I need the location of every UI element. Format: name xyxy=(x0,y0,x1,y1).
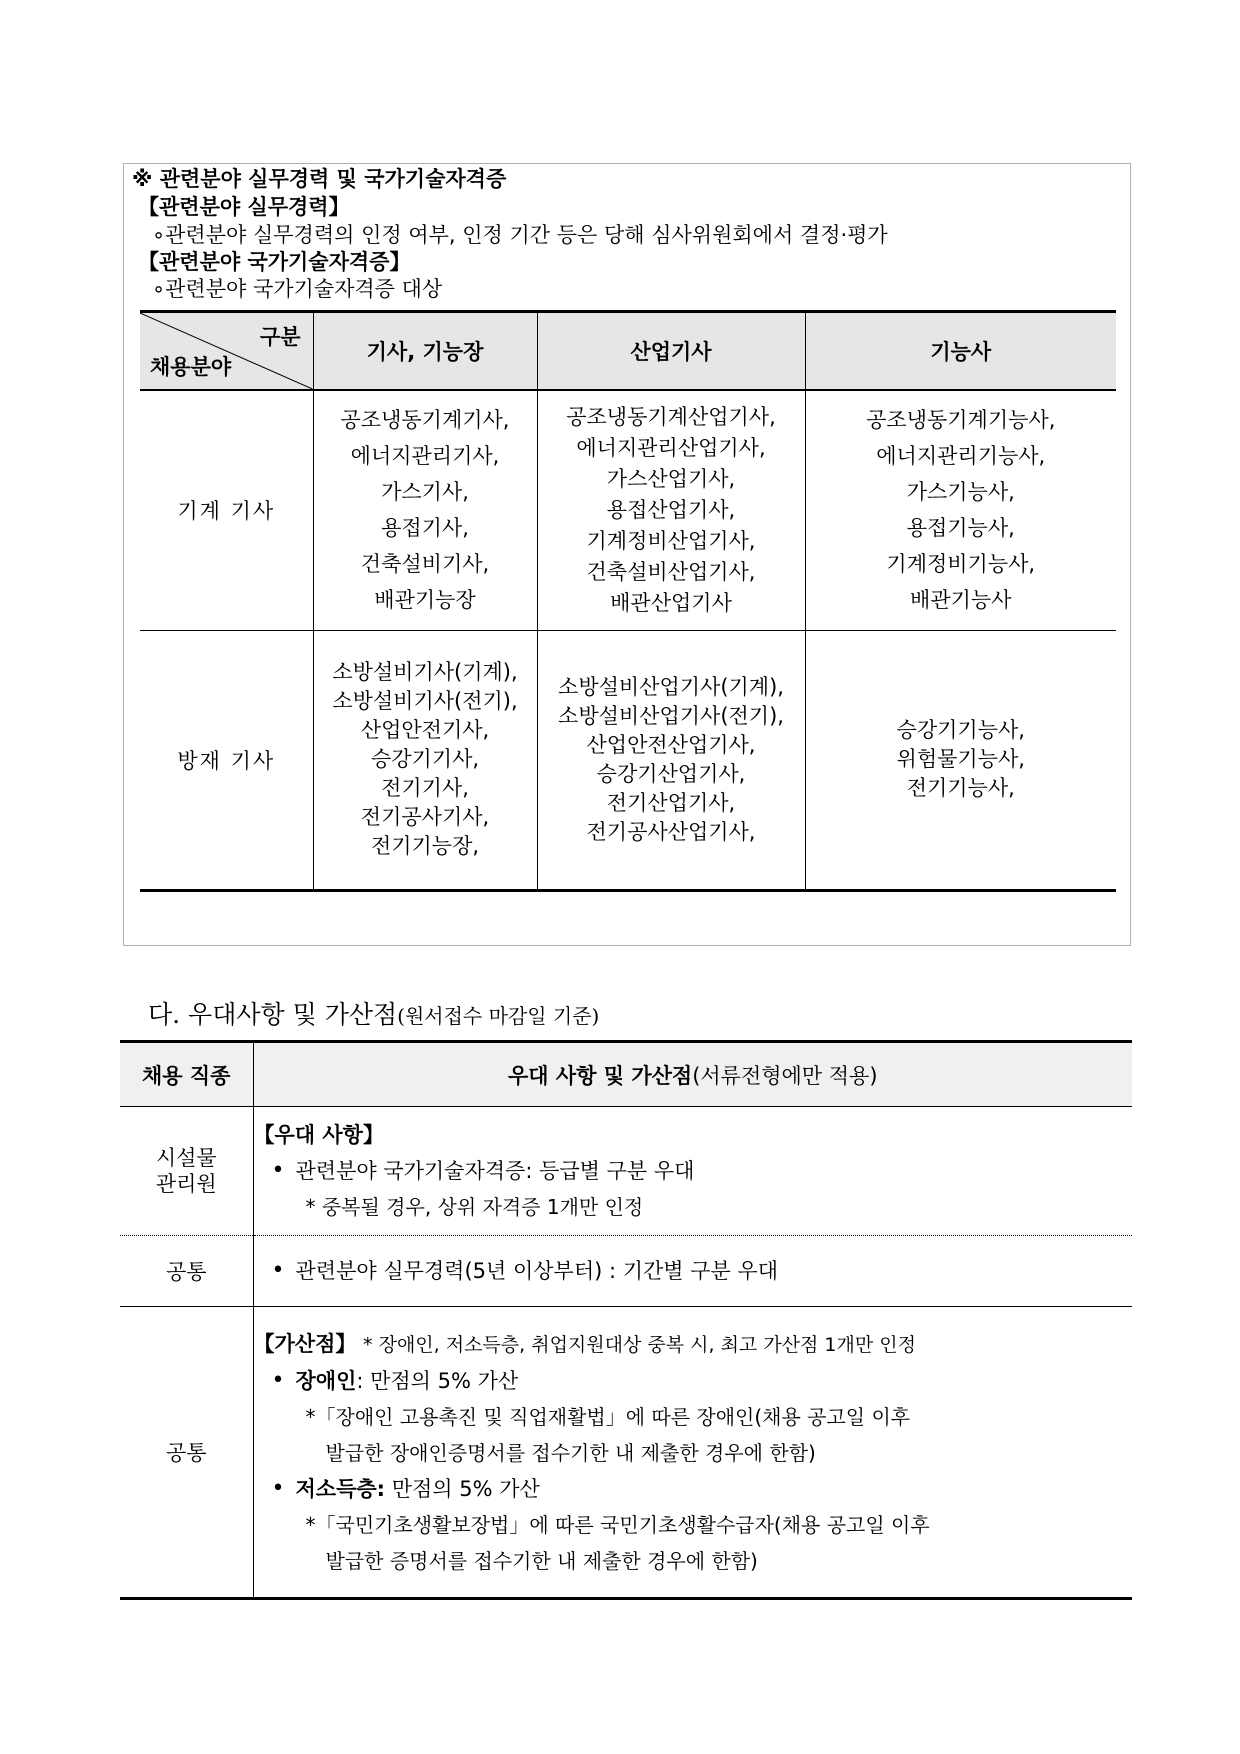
corner-header xyxy=(140,312,313,391)
table-row xyxy=(120,1307,1132,1599)
bonus-item-note: *「장애인 고용촉진 및 직업재활법」에 따른 장애인(채용 공고일 이후 xyxy=(305,1404,911,1429)
corner-top-label: 구분 xyxy=(259,325,301,349)
license-table-header xyxy=(140,312,1116,391)
preference-table xyxy=(120,1040,1132,1600)
related-field-note-box xyxy=(123,163,1131,946)
license-item: ∘관련분야 국가기술자격증 대상 xyxy=(152,277,443,301)
license-name: 가스기능사, xyxy=(906,480,1015,505)
field-label: 기계 기사 xyxy=(140,390,313,630)
license-name: 전기기능사, xyxy=(906,776,1015,800)
license-name: 전기산업기사, xyxy=(606,790,736,815)
preference-heading: 【우대 사항】 xyxy=(253,1123,384,1147)
license-name: 에너지관리기사, xyxy=(350,444,500,469)
bonus-item-label: 저소득층: xyxy=(295,1476,386,1501)
content-header-main: 우대 사항 및 가산점 xyxy=(507,1063,693,1088)
license-cell xyxy=(537,630,805,890)
content-header xyxy=(253,1042,1132,1107)
license-cell xyxy=(313,390,537,630)
license-name: 소방설비기사(기계), xyxy=(332,660,518,684)
table-row xyxy=(120,1236,1132,1307)
bonus-heading-note: * 장애인, 저소득층, 취업지원대상 중복 시, 최고 가산점 1개만 인정 xyxy=(363,1333,916,1356)
license-name: 에너지관리기능사, xyxy=(876,444,1046,469)
license-name: 가스산업기사, xyxy=(606,466,736,491)
section-title xyxy=(148,995,599,1031)
table-row xyxy=(120,1107,1132,1236)
job-label-line: 시설물 xyxy=(155,1146,217,1170)
job-label-line: 관리원 xyxy=(155,1172,217,1196)
experience-heading: 【관련분야 실무경력】 xyxy=(138,195,350,219)
job-label: 공통 xyxy=(120,1236,253,1307)
license-cell xyxy=(805,390,1116,630)
preference-content xyxy=(253,1107,1132,1236)
license-name: 소방설비산업기사(기계), xyxy=(558,674,784,699)
license-name: 기계정비산업기사, xyxy=(586,528,756,553)
license-name: 공조냉동기계기사, xyxy=(340,408,510,433)
preference-bullet: • 관련분야 실무경력(5년 이상부터) : 기간별 구분 우대 xyxy=(254,1253,1133,1289)
table-row xyxy=(140,630,1116,890)
license-cell xyxy=(537,390,805,630)
license-name: 공조냉동기계기능사, xyxy=(866,408,1056,433)
license-name: 위험물기능사, xyxy=(896,747,1025,771)
experience-item: ∘관련분야 실무경력의 인정 여부, 인정 기간 등은 당해 심사위원회에서 결정·평가 xyxy=(152,223,888,247)
license-cell xyxy=(313,630,537,890)
column-header: 기사, 기능장 xyxy=(313,312,537,391)
bonus-item xyxy=(254,1471,1133,1507)
bonus-item-text: 만점의 5% 가산 xyxy=(385,1476,540,1501)
license-name: 배관기능장 xyxy=(374,588,476,613)
job-label: 공통 xyxy=(120,1307,253,1599)
bonus-item-note: 발급한 장애인증명서를 접수기한 내 제출한 경우에 한함) xyxy=(325,1440,816,1465)
license-name: 용접기사, xyxy=(381,516,469,541)
license-name: 전기기사, xyxy=(381,776,469,800)
license-name: 용접기능사, xyxy=(906,516,1015,541)
content-header-sub: (서류전형에만 적용) xyxy=(692,1063,878,1088)
license-heading: 【관련분야 국가기술자격증】 xyxy=(138,250,411,274)
license-name: 소방설비기사(전기), xyxy=(332,689,518,713)
bonus-item-note: 발급한 증명서를 접수기한 내 제출한 경우에 한함) xyxy=(325,1548,758,1573)
license-name: 승강기산업기사, xyxy=(596,761,746,786)
corner-bottom-label: 채용분야 xyxy=(150,355,232,379)
bonus-item-text: : 만점의 5% 가산 xyxy=(356,1368,519,1393)
license-name: 에너지관리산업기사, xyxy=(576,435,766,460)
preference-content xyxy=(253,1236,1132,1307)
license-name: 산업안전산업기사, xyxy=(586,732,756,757)
preference-bullet: • 관련분야 국가기술자격증: 등급별 구분 우대 xyxy=(254,1153,1133,1189)
column-header: 산업기사 xyxy=(537,312,805,391)
preference-content xyxy=(253,1307,1132,1599)
license-name: 배관산업기사 xyxy=(610,590,732,615)
license-name: 건축설비기사, xyxy=(360,552,490,577)
bonus-heading: 【가산점】 xyxy=(253,1331,357,1356)
preference-note: * 중복될 경우, 상위 자격증 1개만 인정 xyxy=(305,1195,644,1219)
table-row xyxy=(140,390,1116,630)
license-name: 전기공사기사, xyxy=(360,805,490,829)
section-title-sub: (원서접수 마감일 기준) xyxy=(397,1004,600,1028)
license-name: 승강기기사, xyxy=(370,747,480,771)
license-name: 기계정비기능사, xyxy=(886,552,1036,577)
license-name: 건축설비산업기사, xyxy=(586,559,756,584)
license-name: 산업안전기사, xyxy=(360,718,490,742)
job-header: 채용 직종 xyxy=(120,1042,253,1107)
license-cell xyxy=(805,630,1116,890)
license-name: 배관기능사 xyxy=(910,588,1012,613)
note-title: ※ 관련분야 실무경력 및 국가기술자격증 xyxy=(132,167,507,191)
section-title-main: 다. 우대사항 및 가산점 xyxy=(148,1000,398,1029)
job-label xyxy=(120,1107,253,1236)
license-table xyxy=(140,310,1116,892)
license-name: 전기기능장, xyxy=(370,834,480,858)
bonus-item-note: *「국민기초생활보장법」에 따른 국민기초생활수급자(채용 공고일 이후 xyxy=(305,1512,930,1537)
field-label: 방재 기사 xyxy=(140,630,313,890)
license-name: 전기공사산업기사, xyxy=(586,819,756,844)
license-name: 공조냉동기계산업기사, xyxy=(566,404,776,429)
column-header: 기능사 xyxy=(805,312,1116,391)
bonus-item xyxy=(254,1363,1133,1399)
license-name: 승강기기능사, xyxy=(896,718,1025,742)
license-name: 가스기사, xyxy=(381,480,469,505)
preference-table-header xyxy=(120,1042,1132,1107)
license-name: 용접산업기사, xyxy=(606,497,736,522)
bonus-item-label: 장애인 xyxy=(295,1368,357,1393)
license-name: 소방설비산업기사(전기), xyxy=(558,703,784,728)
